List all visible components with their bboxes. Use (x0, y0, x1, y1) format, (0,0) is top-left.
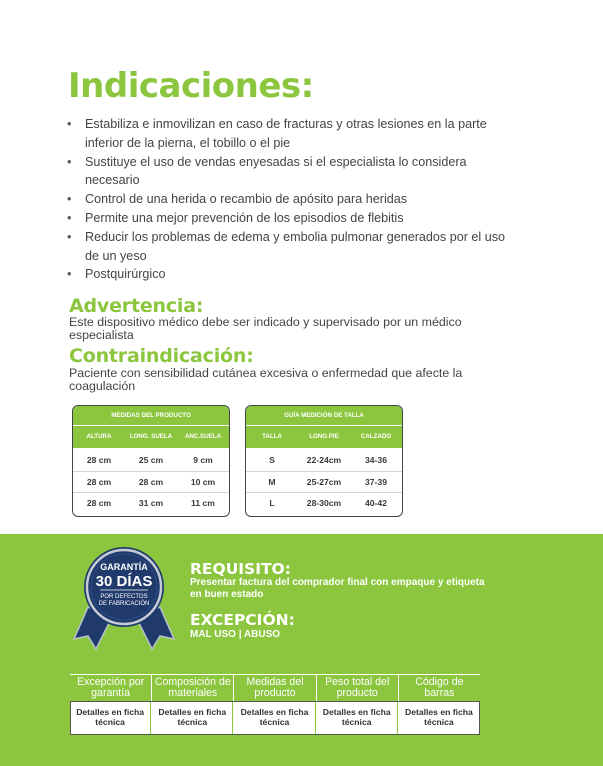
tallas-table (245, 405, 403, 517)
table-cell: 9 cm (193, 455, 213, 465)
table-row (246, 492, 402, 513)
table-row (246, 471, 402, 492)
table-cell: S (269, 455, 275, 465)
table-row (73, 471, 229, 492)
badge-line4: DE FABRICACIÓN (98, 601, 150, 607)
column-header: ANC.SUELA (184, 433, 222, 440)
table-cell: M (268, 477, 276, 487)
list-item: • Reducir los problemas de edema y embolia pulmonar generados por el uso de un yeso (66, 228, 506, 266)
table-row (73, 450, 229, 471)
table-cell: 40-42 (365, 498, 387, 508)
list-item: • Postquirúrgico (66, 265, 506, 284)
table-cell: 28-30cm (306, 498, 342, 508)
ficha-value: Detalles en ficha técnica (152, 701, 233, 735)
indicaciones-list (66, 115, 506, 284)
table-cell: 11 cm (191, 498, 215, 508)
contraindicacion-title: Contraindicación: (69, 345, 254, 367)
table-row (246, 450, 402, 471)
ficha-header: Medidas del producto (234, 674, 315, 701)
ficha-column (151, 674, 233, 735)
table-cell: 25-27cm (306, 477, 342, 487)
requisito-text: Presentar factura del comprador final con empaque y etiqueta en buen estado (190, 577, 485, 600)
tallas-table-caption: GUÍA MEDICIÓN DE TALLA (246, 406, 402, 426)
table-cell: 31 cm (138, 498, 164, 508)
list-item: • Control de una herida o recambio de apósito para heridas (66, 190, 506, 209)
column-header: CALZADO (360, 433, 392, 440)
ficha-value: Detalles en ficha técnica (317, 701, 398, 735)
table-cell: 25 cm (138, 455, 164, 465)
ficha-column (316, 674, 398, 735)
ficha-header: Excepción por garantía (70, 674, 151, 701)
ficha-header: Peso total del producto (317, 674, 398, 701)
badge-line3: POR DEFECTOS (100, 594, 148, 600)
medidas-table-caption: MEDIDAS DEL PRODUCTO (73, 406, 229, 426)
table-cell: 37-39 (365, 477, 387, 487)
ficha-value: Detalles en ficha técnica (70, 701, 151, 735)
medidas-table (72, 405, 230, 517)
excepcion-title: EXCEPCIÓN: (190, 611, 295, 629)
indicaciones-title: Indicaciones: (68, 66, 314, 106)
ficha-value: Detalles en ficha técnica (399, 701, 480, 735)
ficha-column (398, 674, 480, 735)
excepcion-text: MAL USO | ABUSO (190, 629, 281, 640)
ficha-value: Detalles en ficha técnica (234, 701, 315, 735)
badge-line1: GARANTÍA (100, 562, 148, 572)
ficha-header: Composición de materiales (152, 674, 233, 701)
contraindicacion-text: Paciente con sensibilidad cutánea excesiva o enfermedad que afecte la coagulación (69, 366, 463, 393)
requisito-title: REQUISITO: (190, 560, 291, 578)
table-cell: 28 cm (86, 498, 112, 508)
list-item: • Estabiliza e inmovilizan en caso de fracturas y otras lesiones en la parte inferior de la pierna, el tobillo o el pie (66, 115, 506, 153)
table-cell: 28 cm (86, 455, 112, 465)
advertencia-title: Advertencia: (69, 295, 204, 317)
tallas-table-header (246, 406, 402, 448)
column-header: ALTURA (86, 433, 112, 440)
ficha-table (70, 674, 480, 735)
table-cell: 28 cm (86, 477, 112, 487)
advertencia-text: Este dispositivo médico debe ser indicado y supervisado por un médico especialista (69, 315, 462, 342)
medidas-table-header (73, 406, 229, 448)
column-header: LONG.PIE (309, 433, 339, 440)
guarantee-badge-icon (66, 545, 182, 663)
ficha-column (233, 674, 315, 735)
ficha-column (70, 674, 151, 735)
ficha-header: Código de barras (399, 674, 480, 701)
list-item: • Sustituye el uso de vendas enyesadas si el especialista lo considera necesario (66, 153, 506, 191)
table-cell: 22-24cm (306, 455, 342, 465)
table-cell: 28 cm (138, 477, 164, 487)
column-header: TALLA (262, 433, 282, 440)
table-cell: 34-36 (365, 455, 387, 465)
list-item: • Permite una mejor prevención de los episodios de flebitis (66, 209, 506, 228)
badge-line2: 30 DÍAS (95, 573, 153, 590)
table-cell: L (269, 498, 275, 508)
table-row (73, 492, 229, 513)
column-header: LONG. SUELA (129, 433, 173, 440)
table-cell: 10 cm (190, 477, 216, 487)
